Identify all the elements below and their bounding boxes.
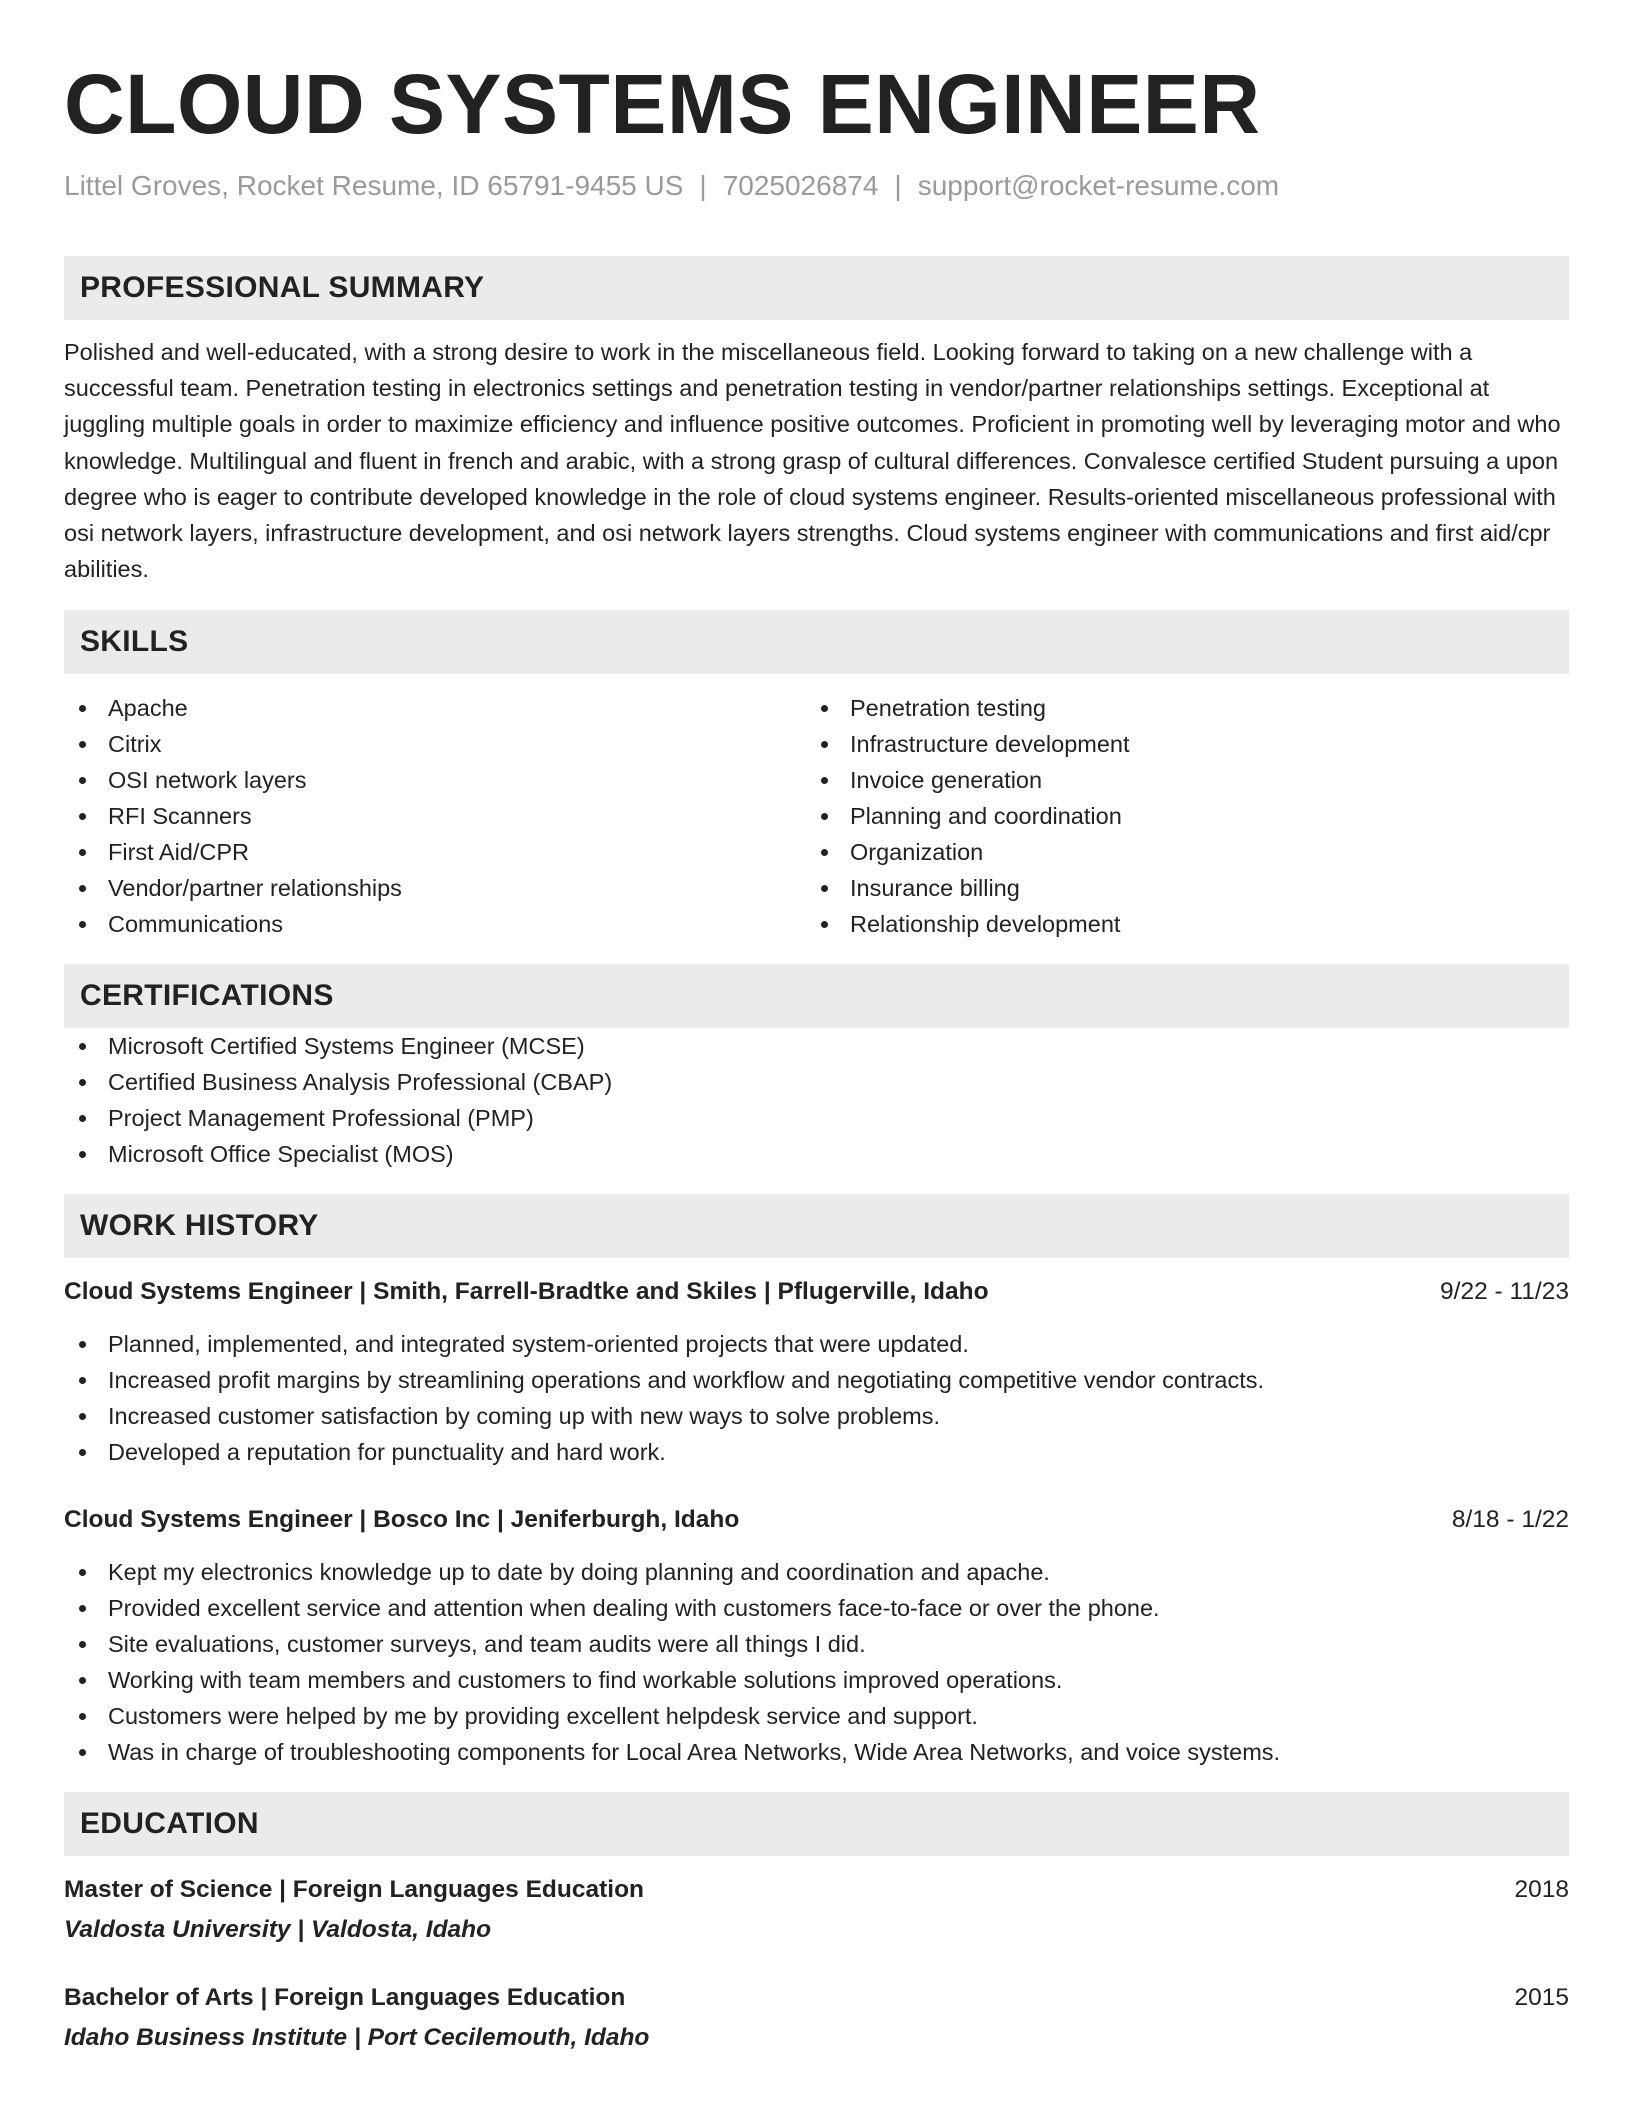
skills-column-left <box>64 690 806 942</box>
contact-separator: | <box>894 170 902 201</box>
job-bullet: Increased profit margins by streamlining operations and workflow and negotiating competitive vendor contracts. <box>64 1362 1569 1398</box>
section-header-work-history: WORK HISTORY <box>64 1194 1569 1258</box>
contact-line <box>64 166 1569 206</box>
education-heading-row <box>64 1980 1569 2016</box>
skill-item: Citrix <box>64 726 806 762</box>
education-school: Valdosta University | Valdosta, Idaho <box>64 1916 492 1944</box>
skill-item: Insurance billing <box>806 870 1548 906</box>
education-degree: Bachelor of Arts | Foreign Languages Education <box>64 1984 626 2012</box>
skill-item: Infrastructure development <box>806 726 1548 762</box>
certification-item: Microsoft Certified Systems Engineer (MCSE) <box>64 1028 1569 1064</box>
education-school: Idaho Business Institute | Port Cecilemouth, Idaho <box>64 2024 650 2052</box>
section-header-certifications: CERTIFICATIONS <box>64 964 1569 1028</box>
job-dates: 9/22 - 11/23 <box>1440 1278 1569 1306</box>
skill-item: First Aid/CPR <box>64 834 806 870</box>
skill-item: Penetration testing <box>806 690 1548 726</box>
education-year: 2015 <box>1514 1984 1569 2012</box>
education-entry <box>64 1980 1569 2056</box>
certification-item: Certified Business Analysis Professional (CBAP) <box>64 1064 1569 1100</box>
job-dates: 8/18 - 1/22 <box>1451 1506 1569 1534</box>
job-entry <box>64 1502 1569 1770</box>
education-entry <box>64 1872 1569 1948</box>
job-bullet: Working with team members and customers to find workable solutions improved operations. <box>64 1662 1569 1698</box>
job-bullet: Developed a reputation for punctuality and hard work. <box>64 1434 1569 1470</box>
job-bullet: Provided excellent service and attention when dealing with customers face-to-face or over the phone. <box>64 1590 1569 1626</box>
job-bullet: Planned, implemented, and integrated system-oriented projects that were updated. <box>64 1326 1569 1362</box>
job-bullet: Site evaluations, customer surveys, and team audits were all things I did. <box>64 1626 1569 1662</box>
summary-text: Polished and well-educated, with a strong desire to work in the miscellaneous field. Looking forward to taking on a new challenge with a successful team. Penetration testing in electronics settings and penetration testing in vendor/partner relationships settings. Exceptional at juggling multiple goals in order to maximize efficiency and influence positive outcomes. Proficient in promoting well by leveraging motor and who knowledge. Multilingual and fluent in french and arabic, with a strong grasp of cultural differences. Convalesce certified Student pursuing a upon degree who is eager to contribute developed knowledge in the role of cloud systems engineer. Results-oriented miscellaneous professional with osi network layers, infrastructure development, and osi network layers strengths. Cloud systems engineer with communications and first aid/cpr abilities. <box>64 339 1561 583</box>
job-entry <box>64 1274 1569 1470</box>
resume-page <box>64 54 1569 2056</box>
skill-item: Planning and coordination <box>806 798 1548 834</box>
skill-item: Apache <box>64 690 806 726</box>
section-header-education: EDUCATION <box>64 1792 1569 1856</box>
job-heading-row <box>64 1502 1569 1538</box>
job-title: Cloud Systems Engineer | Bosco Inc | Jeniferburgh, Idaho <box>64 1506 740 1534</box>
job-heading-row <box>64 1274 1569 1310</box>
section-header-skills: SKILLS <box>64 610 1569 674</box>
job-bullet: Was in charge of troubleshooting components for Local Area Networks, Wide Area Networks, and voice systems. <box>64 1734 1569 1770</box>
job-bullet: Increased customer satisfaction by coming up with new ways to solve problems. <box>64 1398 1569 1434</box>
section-header-summary: PROFESSIONAL SUMMARY <box>64 256 1569 320</box>
job-bullets <box>64 1554 1569 1770</box>
certifications-list <box>64 1028 1569 1172</box>
certification-item: Project Management Professional (PMP) <box>64 1100 1569 1136</box>
job-bullet: Kept my electronics knowledge up to date by doing planning and coordination and apache. <box>64 1554 1569 1590</box>
contact-phone: 7025026874 <box>722 170 879 201</box>
education-degree: Master of Science | Foreign Languages Education <box>64 1876 644 1904</box>
skill-item: Invoice generation <box>806 762 1548 798</box>
skill-item: Relationship development <box>806 906 1548 942</box>
skill-item: Organization <box>806 834 1548 870</box>
skill-item: OSI network layers <box>64 762 806 798</box>
job-title: Cloud Systems Engineer | Smith, Farrell-Bradtke and Skiles | Pflugerville, Idaho <box>64 1278 989 1306</box>
skills-columns <box>64 690 1569 942</box>
skills-column-right <box>806 690 1548 942</box>
education-heading-row <box>64 1872 1569 1908</box>
contact-address: Littel Groves, Rocket Resume, ID 65791-9455 US <box>64 170 684 201</box>
contact-separator: | <box>699 170 707 201</box>
skill-item: RFI Scanners <box>64 798 806 834</box>
skill-item: Vendor/partner relationships <box>64 870 806 906</box>
education-year: 2018 <box>1514 1876 1569 1904</box>
job-bullets <box>64 1326 1569 1470</box>
certification-item: Microsoft Office Specialist (MOS) <box>64 1136 1569 1172</box>
job-bullet: Customers were helped by me by providing excellent helpdesk service and support. <box>64 1698 1569 1734</box>
page-title: CLOUD SYSTEMS ENGINEER <box>64 57 1261 151</box>
skill-item: Communications <box>64 906 806 942</box>
contact-email: support@rocket-resume.com <box>917 170 1280 201</box>
